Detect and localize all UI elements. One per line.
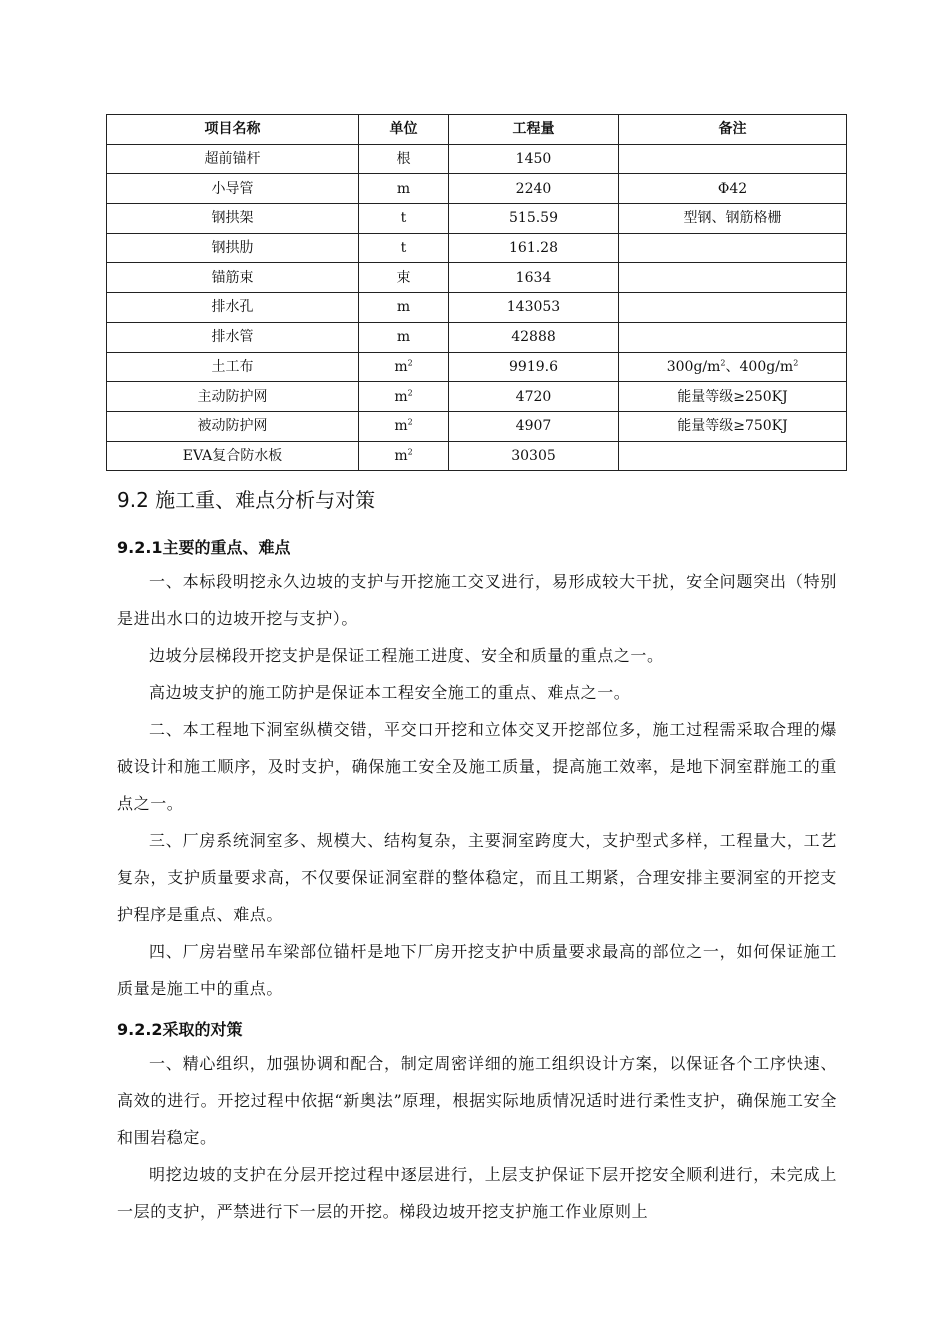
cell-note: Φ42 xyxy=(619,174,847,204)
table-row xyxy=(107,293,847,323)
cell-qty: 42888 xyxy=(449,322,619,352)
cell-note xyxy=(619,322,847,352)
cell-name: 排水管 xyxy=(107,322,359,352)
cell-unit xyxy=(359,382,449,412)
section-heading: 9.2 施工重、难点分析与对策 xyxy=(117,488,376,512)
cell-note xyxy=(619,144,847,174)
table-row xyxy=(107,382,847,412)
unit-exponent: 2 xyxy=(407,417,413,427)
cell-qty: 515.59 xyxy=(449,204,619,234)
cell-unit: m xyxy=(359,293,449,323)
cell-qty: 1450 xyxy=(449,144,619,174)
subsection-2-body xyxy=(117,1045,837,1230)
paragraph: 一、精心组织，加强协调和配合，制定周密详细的施工组织设计方案，以保证各个工序快速、高效的进行。开挖过程中依据“新奥法”原理，根据实际地质情况适时进行柔性支护，确保施工安全和围岩稳定。 xyxy=(117,1054,837,1147)
cell-note: 能量等级≥750KJ xyxy=(619,411,847,441)
cell-qty: 161.28 xyxy=(449,233,619,263)
header-quantity: 工程量 xyxy=(449,115,619,145)
cell-note: 能量等级≥250KJ xyxy=(619,382,847,412)
table-row xyxy=(107,352,847,382)
table-row xyxy=(107,233,847,263)
paragraph: 二、本工程地下洞室纵横交错，平交口开挖和立体交叉开挖部位多，施工过程需采取合理的爆破设计和施工顺序，及时支护，确保施工安全及施工质量，提高施工效率，是地下洞室群施工的重点之一。 xyxy=(117,720,837,813)
cell-unit: 根 xyxy=(359,144,449,174)
table-row xyxy=(107,174,847,204)
note-exponent-2: 2 xyxy=(793,358,799,368)
cell-qty: 143053 xyxy=(449,293,619,323)
cell-unit: t xyxy=(359,204,449,234)
subsection-1-body xyxy=(117,563,837,1007)
cell-qty: 30305 xyxy=(449,441,619,471)
note-exponent: 2 xyxy=(720,358,726,368)
paragraph: 三、厂房系统洞室多、规模大、结构复杂，主要洞室跨度大，支护型式多样，工程量大，工艺复杂，支护质量要求高，不仅要保证洞室群的整体稳定，而且工期紧，合理安排主要洞室的开挖支护程序是重点、难点。 xyxy=(117,831,837,924)
table-row xyxy=(107,263,847,293)
cell-unit: 束 xyxy=(359,263,449,293)
cell-qty: 4720 xyxy=(449,382,619,412)
cell-name: 主动防护网 xyxy=(107,382,359,412)
quantity-table xyxy=(106,114,847,471)
cell-unit xyxy=(359,411,449,441)
table-row xyxy=(107,204,847,234)
cell-note xyxy=(619,293,847,323)
paragraph: 高边坡支护的施工防护是保证本工程安全施工的重点、难点之一。 xyxy=(149,683,631,702)
paragraph: 边坡分层梯段开挖支护是保证工程施工进度、安全和质量的重点之一。 xyxy=(149,646,664,665)
cell-unit xyxy=(359,441,449,471)
subsection-heading-2: 9.2.2采取的对策 xyxy=(117,1020,243,1039)
cell-name: 土工布 xyxy=(107,352,359,382)
cell-qty: 1634 xyxy=(449,263,619,293)
cell-name: 被动防护网 xyxy=(107,411,359,441)
cell-note xyxy=(619,263,847,293)
subsection-heading-1: 9.2.1主要的重点、难点 xyxy=(117,538,291,557)
cell-unit: m xyxy=(359,322,449,352)
table-row xyxy=(107,322,847,352)
cell-note: 型钢、钢筋格栅 xyxy=(619,204,847,234)
unit-exponent: 2 xyxy=(407,358,413,368)
header-unit: 单位 xyxy=(359,115,449,145)
header-item-name: 项目名称 xyxy=(107,115,359,145)
cell-name: 超前锚杆 xyxy=(107,144,359,174)
unit-exponent: 2 xyxy=(407,387,413,397)
table-row xyxy=(107,411,847,441)
cell-name: EVA复合防水板 xyxy=(107,441,359,471)
cell-qty: 4907 xyxy=(449,411,619,441)
note-text-2: 、400g/m xyxy=(725,358,794,375)
cell-note xyxy=(619,352,847,382)
cell-note xyxy=(619,441,847,471)
cell-name: 锚筋束 xyxy=(107,263,359,293)
cell-note xyxy=(619,233,847,263)
paragraph: 一、本标段明挖永久边坡的支护与开挖施工交叉进行，易形成较大干扰，安全问题突出（特别是进出水口的边坡开挖与支护）。 xyxy=(117,572,837,628)
cell-unit: t xyxy=(359,233,449,263)
table-row xyxy=(107,441,847,471)
unit-text: m xyxy=(394,447,408,464)
table-row xyxy=(107,144,847,174)
unit-text: m xyxy=(394,388,408,405)
cell-qty: 9919.6 xyxy=(449,352,619,382)
header-remark: 备注 xyxy=(619,115,847,145)
cell-name: 排水孔 xyxy=(107,293,359,323)
cell-name: 小导管 xyxy=(107,174,359,204)
note-text: 300g/m xyxy=(666,358,721,375)
cell-unit: m xyxy=(359,174,449,204)
unit-text: m xyxy=(394,418,408,435)
cell-name: 钢拱肋 xyxy=(107,233,359,263)
paragraph: 明挖边坡的支护在分层开挖过程中逐层进行，上层支护保证下层开挖安全顺利进行，未完成上一层的支护，严禁进行下一层的开挖。梯段边坡开挖支护施工作业原则上 xyxy=(117,1165,837,1221)
cell-unit xyxy=(359,352,449,382)
cell-qty: 2240 xyxy=(449,174,619,204)
unit-exponent: 2 xyxy=(407,447,413,457)
table-header-row xyxy=(107,115,847,145)
unit-text: m xyxy=(394,358,408,375)
cell-name: 钢拱架 xyxy=(107,204,359,234)
paragraph: 四、厂房岩壁吊车梁部位锚杆是地下厂房开挖支护中质量要求最高的部位之一，如何保证施工质量是施工中的重点。 xyxy=(117,942,837,998)
